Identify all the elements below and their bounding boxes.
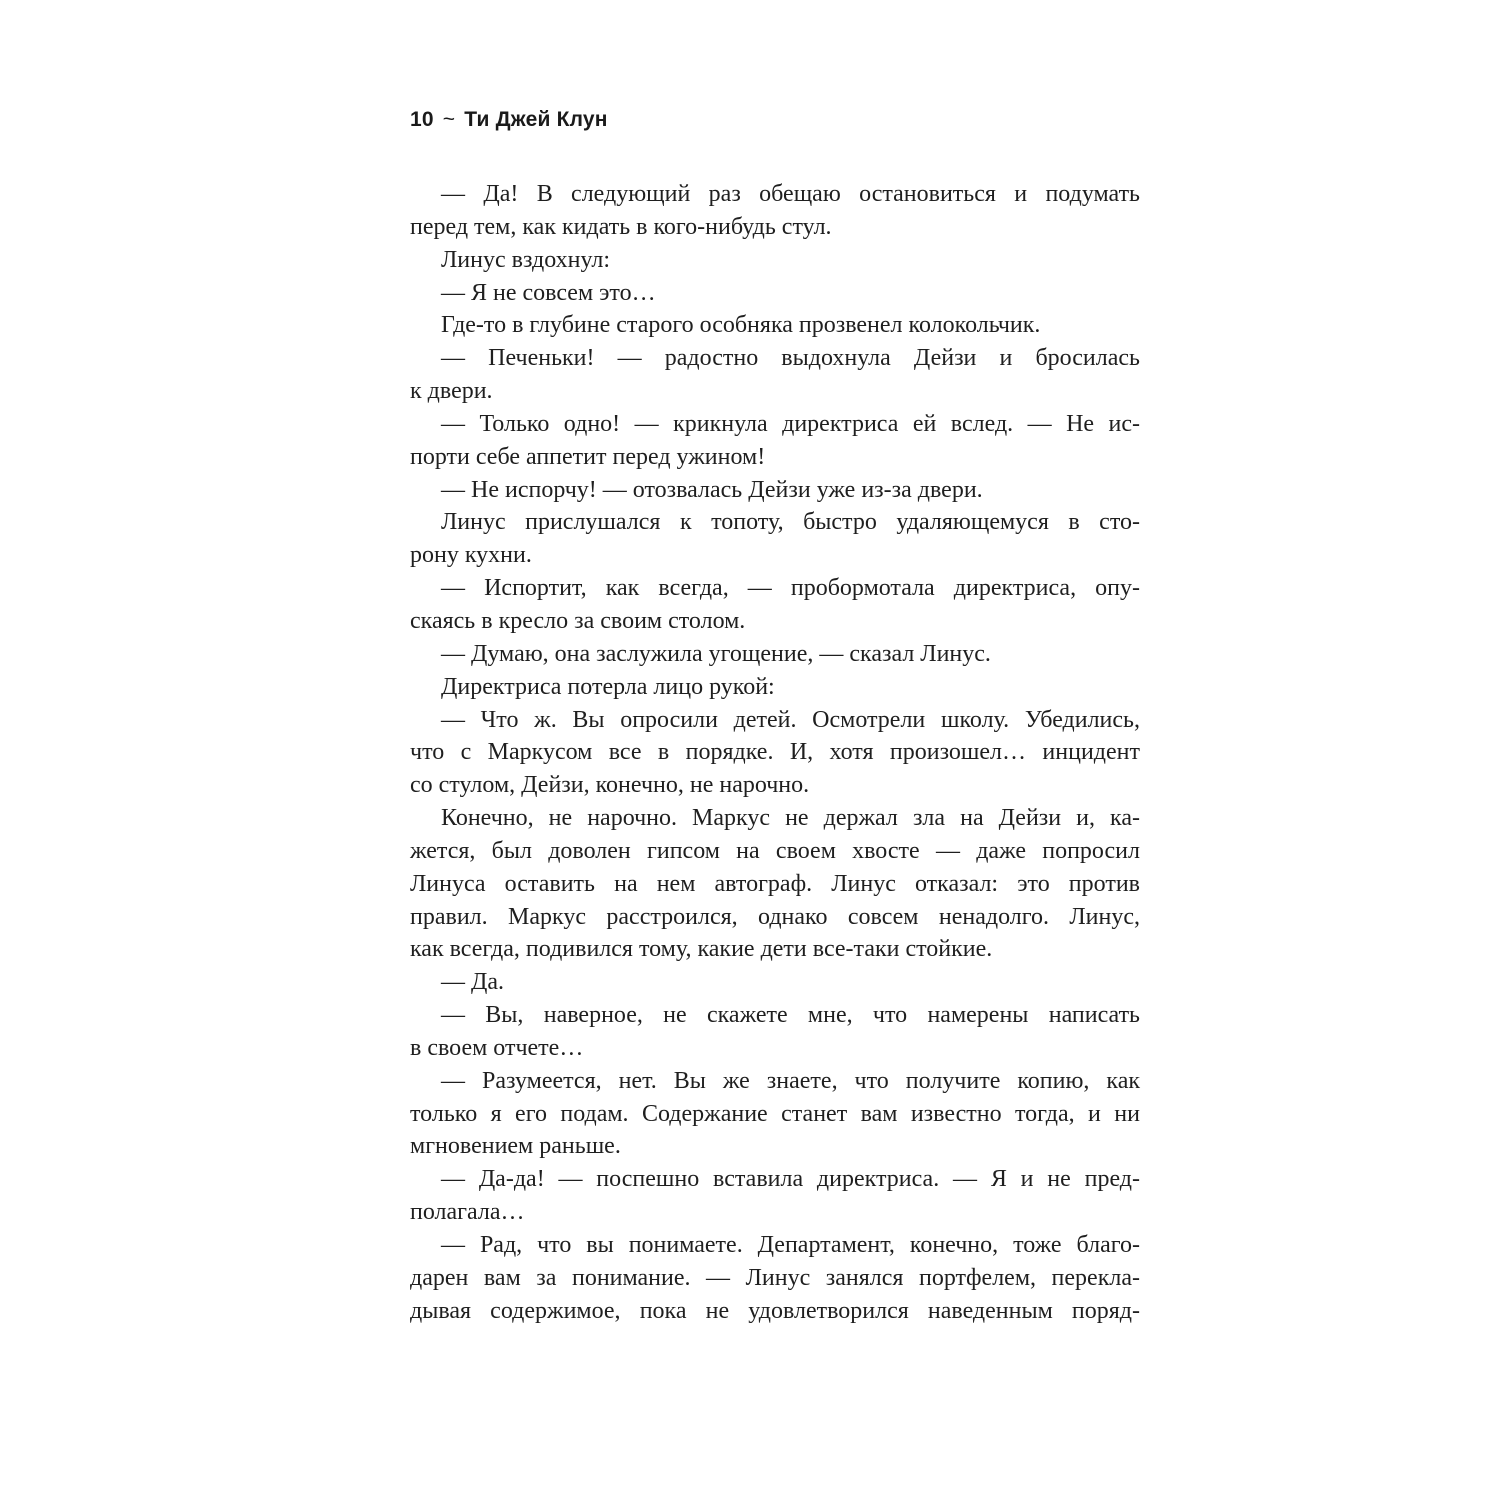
text-line: — Да-да! — поспешно вставила директриса. — Я и не пред- [441, 1166, 1140, 1193]
header-separator: ~ [442, 108, 456, 131]
text-line: мгновением раньше. [410, 1133, 621, 1160]
text-line: — Рад, что вы понимаете. Департамент, конечно, тоже благо- [441, 1232, 1140, 1258]
text-line: перед тем, как кидать в кого-нибудь стул. [410, 213, 832, 240]
body-text [410, 178, 1140, 1328]
text-line: в своем отчете… [410, 1034, 584, 1061]
text-line: дывая содержимое, пока не удовлетворился наведенным поряд- [410, 1297, 1140, 1324]
text-line: — Испортит, как всегда, — пробормотала директриса, опу- [441, 575, 1140, 602]
text-line: что с Маркусом все в порядке. И, хотя произошел… инцидент [410, 739, 1140, 766]
text-line: только я его подам. Содержание станет вам известно тогда, и ни [410, 1100, 1140, 1127]
text-line: Линус вздохнул: [441, 246, 611, 273]
text-line: скаясь в кресло за своим столом. [410, 607, 746, 634]
text-line: рону кухни. [410, 542, 532, 569]
text-line: — Да. [441, 969, 505, 996]
text-line: Директриса потерла лицо рукой: [441, 673, 775, 700]
text-line: жется, был доволен гипсом на своем хвосте — даже попросил [410, 837, 1140, 864]
text-line: Конечно, не нарочно. Маркус не держал зла на Дейзи и, ка- [441, 805, 1140, 832]
text-line: Линус прислушался к топоту, быстро удаляющемуся в сто- [441, 509, 1140, 536]
text-line: как всегда, подивился тому, какие дети все-таки стойкие. [410, 936, 993, 963]
text-line: — Не испорчу! — отозвалась Дейзи уже из-за двери. [441, 476, 983, 503]
text-line: — Разумеется, нет. Вы же знаете, что получите копию, как [441, 1067, 1140, 1094]
text-line: — Да! В следующий раз обещаю остановиться и подумать [441, 181, 1140, 207]
text-line: — Что ж. Вы опросили детей. Осмотрели школу. Убедились, [441, 706, 1140, 733]
text-line: — Вы, наверное, не скажете мне, что намерены написать [441, 1002, 1140, 1029]
text-line: — Только одно! — крикнула директриса ей вслед. — Не ис- [441, 410, 1140, 437]
text-line: порти себе аппетит перед ужином! [410, 443, 766, 470]
text-line: правил. Маркус расстроился, однако совсем ненадолго. Линус, [410, 903, 1140, 930]
text-line: — Я не совсем это… [441, 279, 656, 306]
text-line: Где-то в глубине старого особняка прозвенел колокольчик. [441, 312, 1041, 339]
text-line: — Печеньки! — радостно выдохнула Дейзи и бросилась [441, 345, 1140, 372]
running-head [410, 108, 608, 132]
author-name: Ти Джей Клун [464, 108, 608, 131]
text-line: — Думаю, она заслужила угощение, — сказал Линус. [441, 640, 991, 667]
text-line: со стулом, Дейзи, конечно, не нарочно. [410, 772, 810, 799]
page-number: 10 [410, 108, 434, 131]
text-line: к двери. [410, 378, 493, 405]
text-line: Линуса оставить на нем автограф. Линус отказал: это против [410, 870, 1140, 897]
text-line: дарен вам за понимание. — Линус занялся портфелем, перекла- [410, 1264, 1140, 1291]
text-line: полагала… [410, 1199, 525, 1226]
